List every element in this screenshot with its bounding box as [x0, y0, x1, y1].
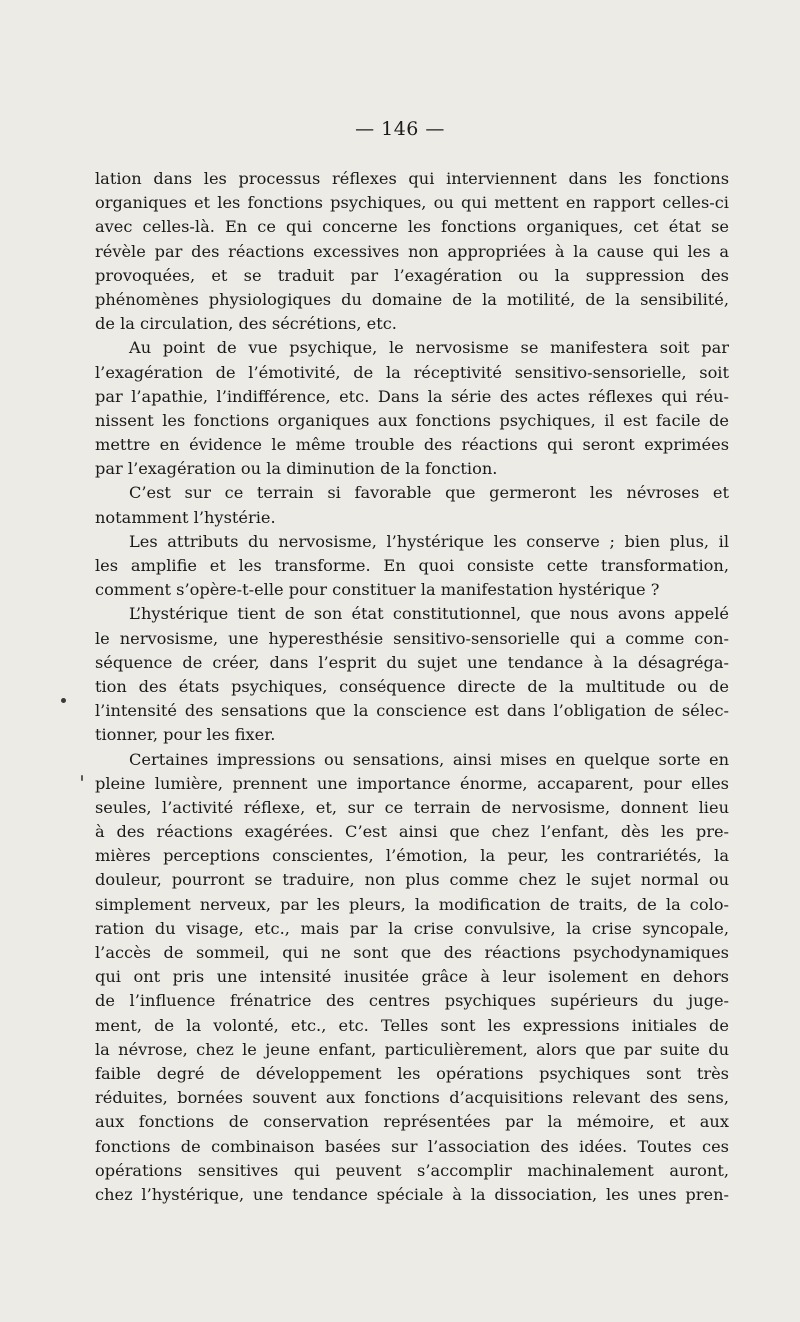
text-line: le nervosisme, une hyperesthésie sensitivo-sensorielle qui a comme con-	[95, 628, 729, 648]
text-line: aux fonctions de conservation représentées par la mémoire, et aux	[95, 1112, 729, 1132]
text-line: C’est sur ce terrain si favorable que germeront les névroses et	[129, 483, 729, 503]
text-line: de la circulation, des sécrétions, etc.	[95, 314, 397, 334]
text-line: provoquées, et se traduit par l’exagération ou la suppression des	[95, 265, 729, 285]
text-line: par l’exagération ou la diminution de la fonction.	[95, 459, 498, 479]
text-line: mettre en évidence le même trouble des réactions qui seront exprimées	[95, 435, 729, 455]
text-line: la névrose, chez le jeune enfant, particulièrement, alors que par suite du	[95, 1039, 729, 1059]
text-line: Au point de vue psychique, le nervosisme se manifestera soit par	[129, 338, 729, 358]
page-number: — 146 —	[355, 118, 445, 140]
text-line: faible degré de développement les opérations psychiques sont très	[95, 1063, 729, 1083]
text-line: comment s’opère-t-elle pour constituer la manifestation hystérique ?	[95, 580, 660, 600]
text-line: nissent les fonctions organiques aux fonctions psychiques, il est facile de	[95, 410, 729, 430]
body-text	[95, 167, 729, 1207]
text-line: simplement nerveux, par les pleurs, la modification de traits, de la colo-	[95, 894, 729, 914]
text-line: tionner, pour les fixer.	[95, 725, 276, 745]
text-line: lation dans les processus réflexes qui interviennent dans les fonctions	[95, 169, 729, 188]
text-line: notamment l’hystérie.	[95, 507, 276, 527]
text-line: opérations sensitives qui peuvent s’accomplir machinalement auront,	[95, 1160, 729, 1180]
text-line: réduites, bornées souvent aux fonctions d’acquisitions relevant des sens,	[95, 1088, 729, 1108]
text-line: L’hystérique tient de son état constitutionnel, que nous avons appelé	[129, 604, 729, 624]
text-line: organiques et les fonctions psychiques, ou qui mettent en rapport celles-ci	[95, 193, 729, 213]
text-line: avec celles-là. En ce qui concerne les fonctions organiques, cet état se	[95, 217, 729, 237]
text-line: Certaines impressions ou sensations, ainsi mises en quelque sorte en	[129, 749, 729, 769]
text-line: par l’apathie, l’indifférence, etc. Dans la série des actes réflexes qui réu-	[95, 386, 729, 406]
text-line: l’accès de sommeil, qui ne sont que des réactions psychodynamiques	[95, 943, 729, 962]
text-line: séquence de créer, dans l’esprit du sujet une tendance à la désagréga-	[95, 652, 729, 672]
text-line: l’intensité des sensations que la conscience est dans l’obligation de sélec-	[95, 701, 729, 721]
margin-dot-mark	[61, 698, 66, 703]
text-line: mières perceptions conscientes, l’émotion, la peur, les contrariétés, la	[95, 846, 729, 866]
text-line: l’exagération de l’émotivité, de la réceptivité sensitivo-sensorielle, soit	[95, 362, 729, 382]
text-line: douleur, pourront se traduire, non plus comme chez le sujet normal ou	[95, 870, 729, 890]
text-line: pleine lumière, prennent une importance énorme, accaparent, pour elles	[95, 773, 729, 793]
text-line: ration du visage, etc., mais par la crise convulsive, la crise syncopale,	[95, 918, 729, 938]
text-line: ment, de la volonté, etc., etc. Telles sont les expressions initiales de	[95, 1015, 729, 1035]
text-line: de l’influence frénatrice des centres psychiques supérieurs du juge-	[95, 991, 729, 1011]
text-line: phénomènes physiologiques du domaine de la motilité, de la sensibilité,	[95, 289, 729, 309]
text-line: fonctions de combinaison basées sur l’association des idées. Toutes ces	[95, 1136, 729, 1156]
text-line: seules, l’activité réflexe, et, sur ce terrain de nervosisme, donnent lieu	[95, 797, 729, 817]
text-line: à des réactions exagérées. C’est ainsi que chez l’enfant, dès les pre-	[95, 822, 729, 842]
text-line: les amplifie et les transforme. En quoi consiste cette transformation,	[95, 556, 729, 575]
margin-tick-mark	[81, 775, 83, 781]
text-line: chez l’hystérique, une tendance spéciale à la dissociation, les unes pren-	[95, 1184, 729, 1204]
text-line: qui ont pris une intensité inusitée grâce à leur isolement en dehors	[95, 967, 729, 987]
text-line: révèle par des réactions excessives non appropriées à la cause qui les a	[95, 241, 729, 261]
text-line: tion des états psychiques, conséquence directe de la multitude ou de	[95, 676, 729, 696]
text-line: Les attributs du nervosisme, l’hystérique les conserve ; bien plus, il	[129, 531, 729, 551]
